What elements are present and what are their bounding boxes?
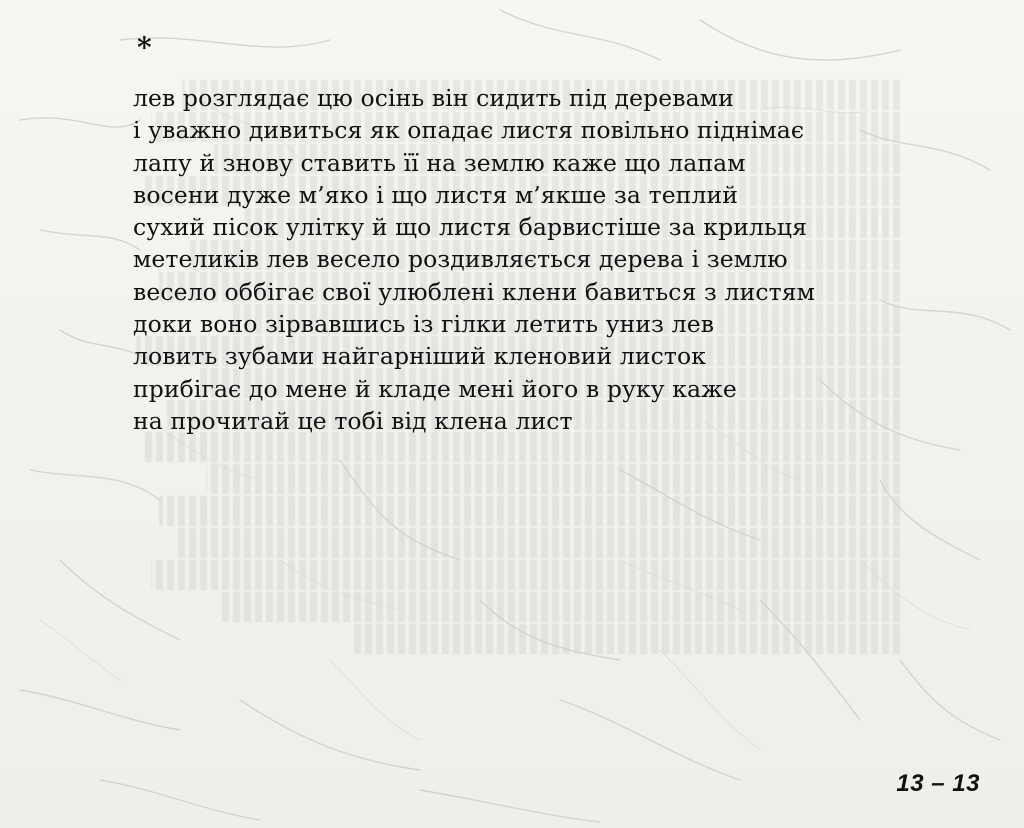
poem-line: весело оббігає свої улюблені клени бавиться з листям [133, 277, 816, 306]
poem-line: на прочитай це тобі від клена лист [133, 406, 573, 435]
poem-text [133, 82, 853, 437]
poem-line: сухий пісок улітку й що листя барвистіше за крильця [133, 213, 808, 242]
poem-line: прибігає до мене й кладе мені його в руку каже [133, 374, 737, 403]
poem-line: ловить зубами найгарніший кленовий листок [133, 342, 707, 371]
poem-line: лев розглядає цю осінь він сидить під деревами [133, 84, 734, 112]
poem-line: доки воно зірвавшись із гілки летить униз лев [133, 310, 715, 339]
page-number: 13 – 13 [896, 770, 980, 797]
poem-line: і уважно дивиться як опадає листя повільно піднімає [133, 116, 805, 145]
poem-line: восени дуже м’яко і що листя м’якше за теплий [133, 180, 739, 209]
poem-line: метеликів лев весело роздивляється дерева і землю [133, 245, 788, 274]
poem-line: лапу й знову ставить її на землю каже що лапам [133, 148, 746, 177]
section-marker: * [137, 31, 152, 64]
